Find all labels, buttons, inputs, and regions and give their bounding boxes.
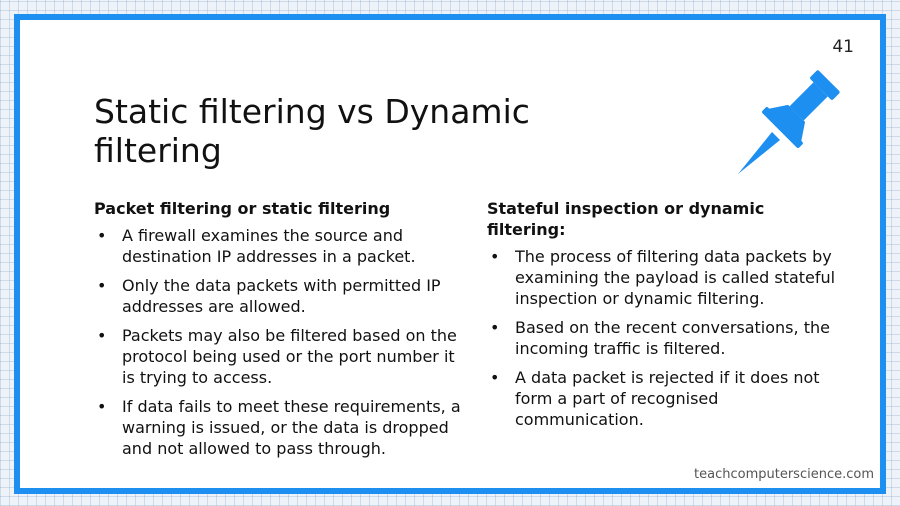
bullet-icon: • (490, 368, 500, 387)
bullet-icon: • (97, 226, 107, 245)
bullet-text: A firewall examines the source and destination IP addresses in a packet. (122, 226, 416, 266)
bullet-icon: • (490, 318, 500, 337)
slide-title: Static filtering vs Dynamic filtering (94, 92, 530, 170)
list-item (487, 246, 837, 309)
list-item (487, 317, 837, 359)
bullet-text: A data packet is rejected if it does not form a part of recognised communication. (515, 368, 820, 429)
bullet-text: Packets may also be filtered based on the protocol being used or the port number it is trying to access. (122, 326, 457, 387)
list-item (94, 225, 464, 267)
list-item (94, 396, 464, 459)
dynamic-filtering-heading: Stateful inspection or dynamic filtering: (487, 199, 765, 239)
bullet-text: The process of filtering data packets by examining the payload is called stateful inspection or dynamic filtering. (515, 247, 836, 308)
bullet-icon: • (490, 247, 500, 266)
bullet-text: If data fails to meet these requirements, a warning is issued, or the data is dropped and not allowed to pass through. (122, 397, 461, 458)
bullet-text: Only the data packets with permitted IP addresses are allowed. (122, 276, 441, 316)
static-filtering-heading: Packet filtering or static filtering (94, 199, 391, 218)
slide (14, 14, 886, 494)
dynamic-filtering-list (487, 246, 837, 430)
pushpin-icon (736, 66, 846, 176)
bullet-text: Based on the recent conversations, the incoming traffic is filtered. (515, 318, 830, 358)
bullet-icon: • (97, 326, 107, 345)
page-number: 41 (832, 37, 854, 57)
list-item (94, 325, 464, 388)
list-item (487, 367, 837, 430)
bullet-icon: • (97, 276, 107, 295)
bullet-icon: • (97, 397, 107, 416)
list-item (94, 275, 464, 317)
static-filtering-column (94, 198, 464, 467)
static-filtering-list (94, 225, 464, 459)
dynamic-filtering-column (487, 198, 837, 438)
footer-brand: teachcomputerscience.com (694, 467, 874, 482)
